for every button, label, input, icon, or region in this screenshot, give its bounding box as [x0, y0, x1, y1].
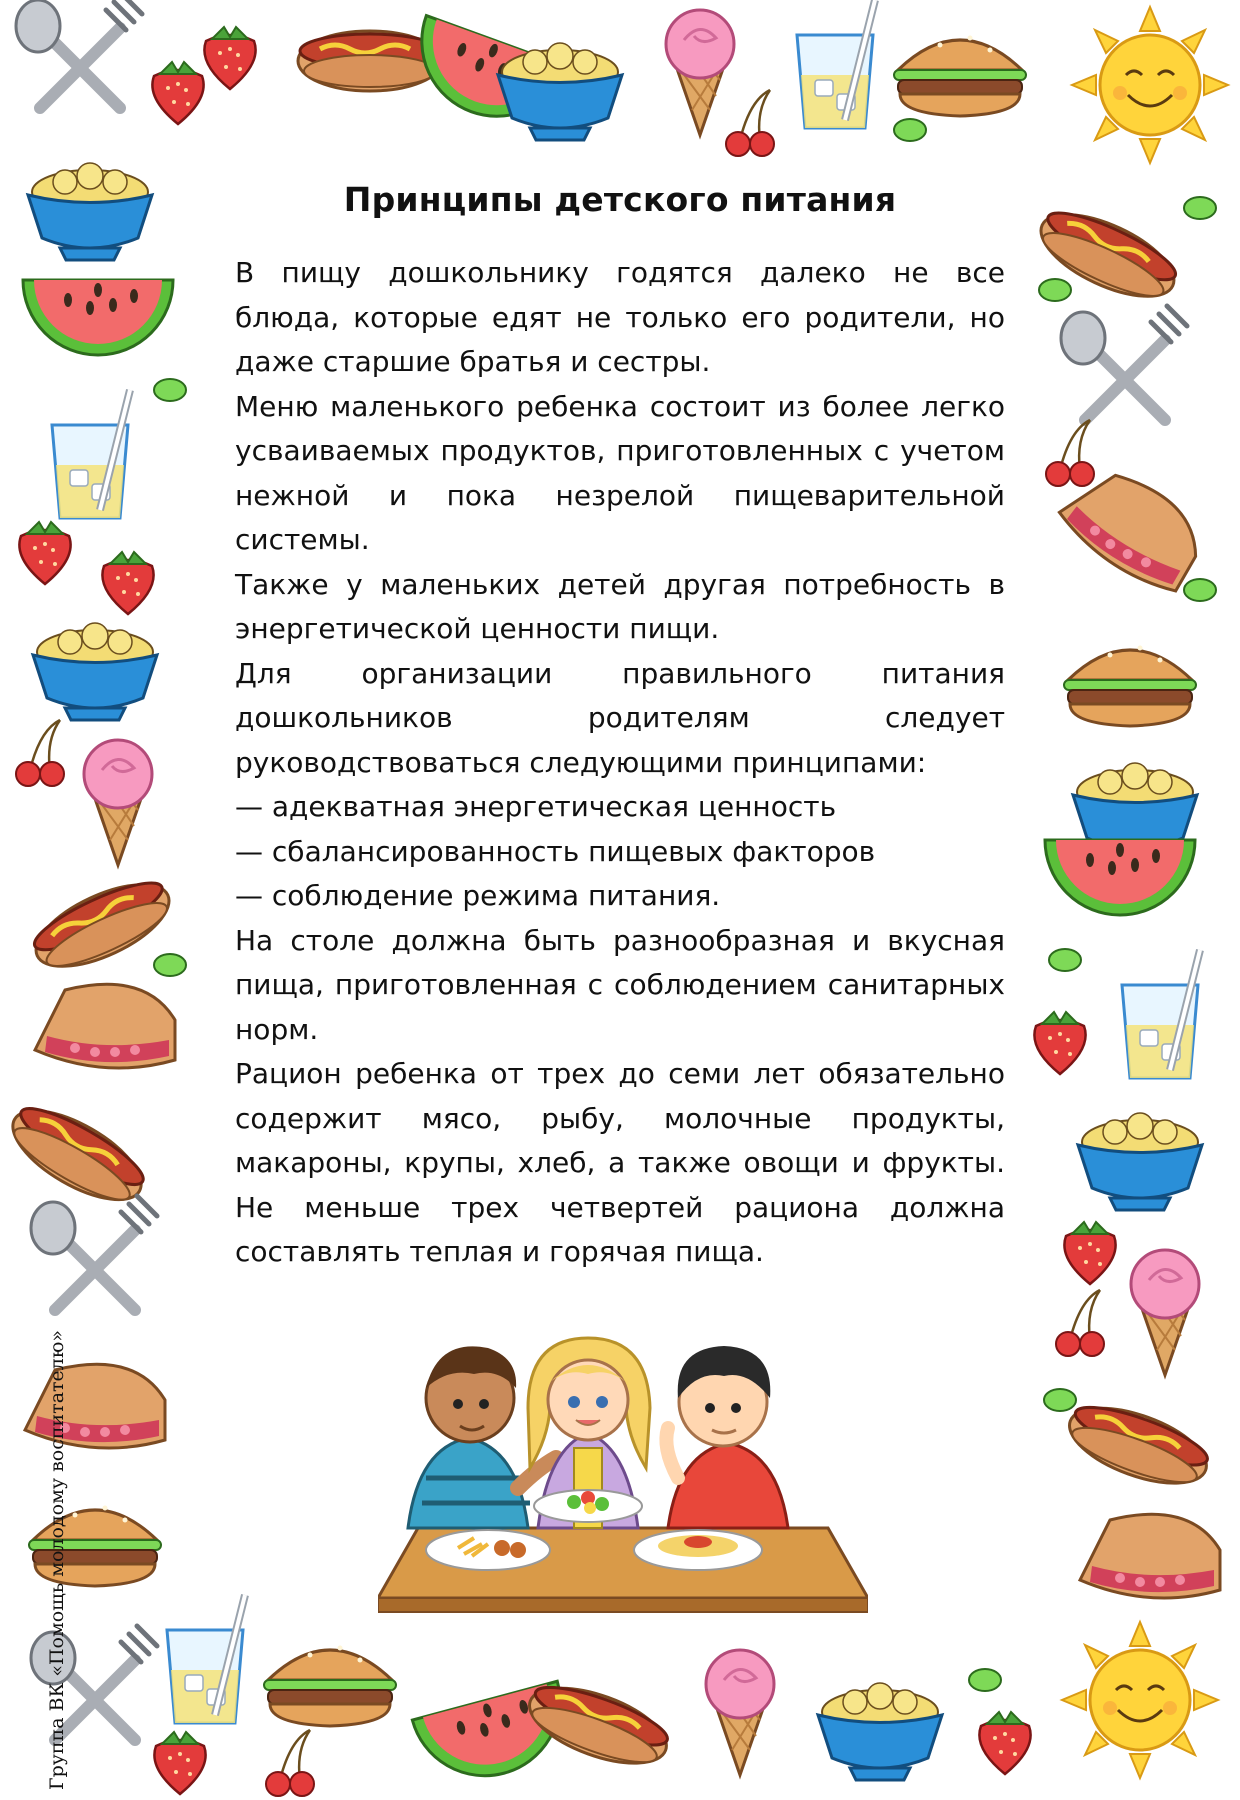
- plate-spaghetti: [634, 1530, 762, 1570]
- plate-fries: [426, 1530, 550, 1570]
- main-content: [235, 180, 1005, 1275]
- paragraph-table: На столе должна быть разнообразная и вкусная пища, приготовленная с соблюдением санитарных норм.: [235, 923, 1005, 1046]
- page-title: Принципы детского питания: [343, 180, 897, 219]
- principle-item: — адекватная энергетическая ценность: [235, 790, 837, 823]
- paragraph-principles-intro: Для организации правильного питания дошкольников родителям следует руководствоваться следующими принципами:: [235, 656, 1005, 779]
- paragraph-diet: Рацион ребенка от трех до семи лет обязательно содержит мясо, рыбу, молочные продукты, макароны, крупы, хлеб, а также овощи и фрукты. Не меньше трех четвертей рациона должна составлять теплая и горячая пища.: [235, 1057, 1005, 1268]
- children-eating-illustration: [378, 1318, 868, 1618]
- paragraph-energy: Также у маленьких детей другая потребность в энергетической ценности пищи.: [235, 567, 1005, 645]
- paragraph-menu: Меню маленького ребенка состоит из более легко усваиваемых продуктов, приготовленных с учетом нежной и пока незрелой пищеварительной системы.: [235, 389, 1005, 556]
- boy-right-figure: [666, 1346, 788, 1528]
- side-caption: Группа ВК «Помощь молодому воспитателю»: [46, 1329, 68, 1790]
- principle-item: — соблюдение режима питания.: [235, 879, 721, 912]
- paragraph-intro: В пищу дошкольнику годятся далеко не все блюда, которые едят не только его родители, но даже старшие братья и сестры.: [235, 256, 1005, 378]
- plate-salad: [534, 1490, 642, 1522]
- principle-item: — сбалансированность пищевых факторов: [235, 834, 876, 868]
